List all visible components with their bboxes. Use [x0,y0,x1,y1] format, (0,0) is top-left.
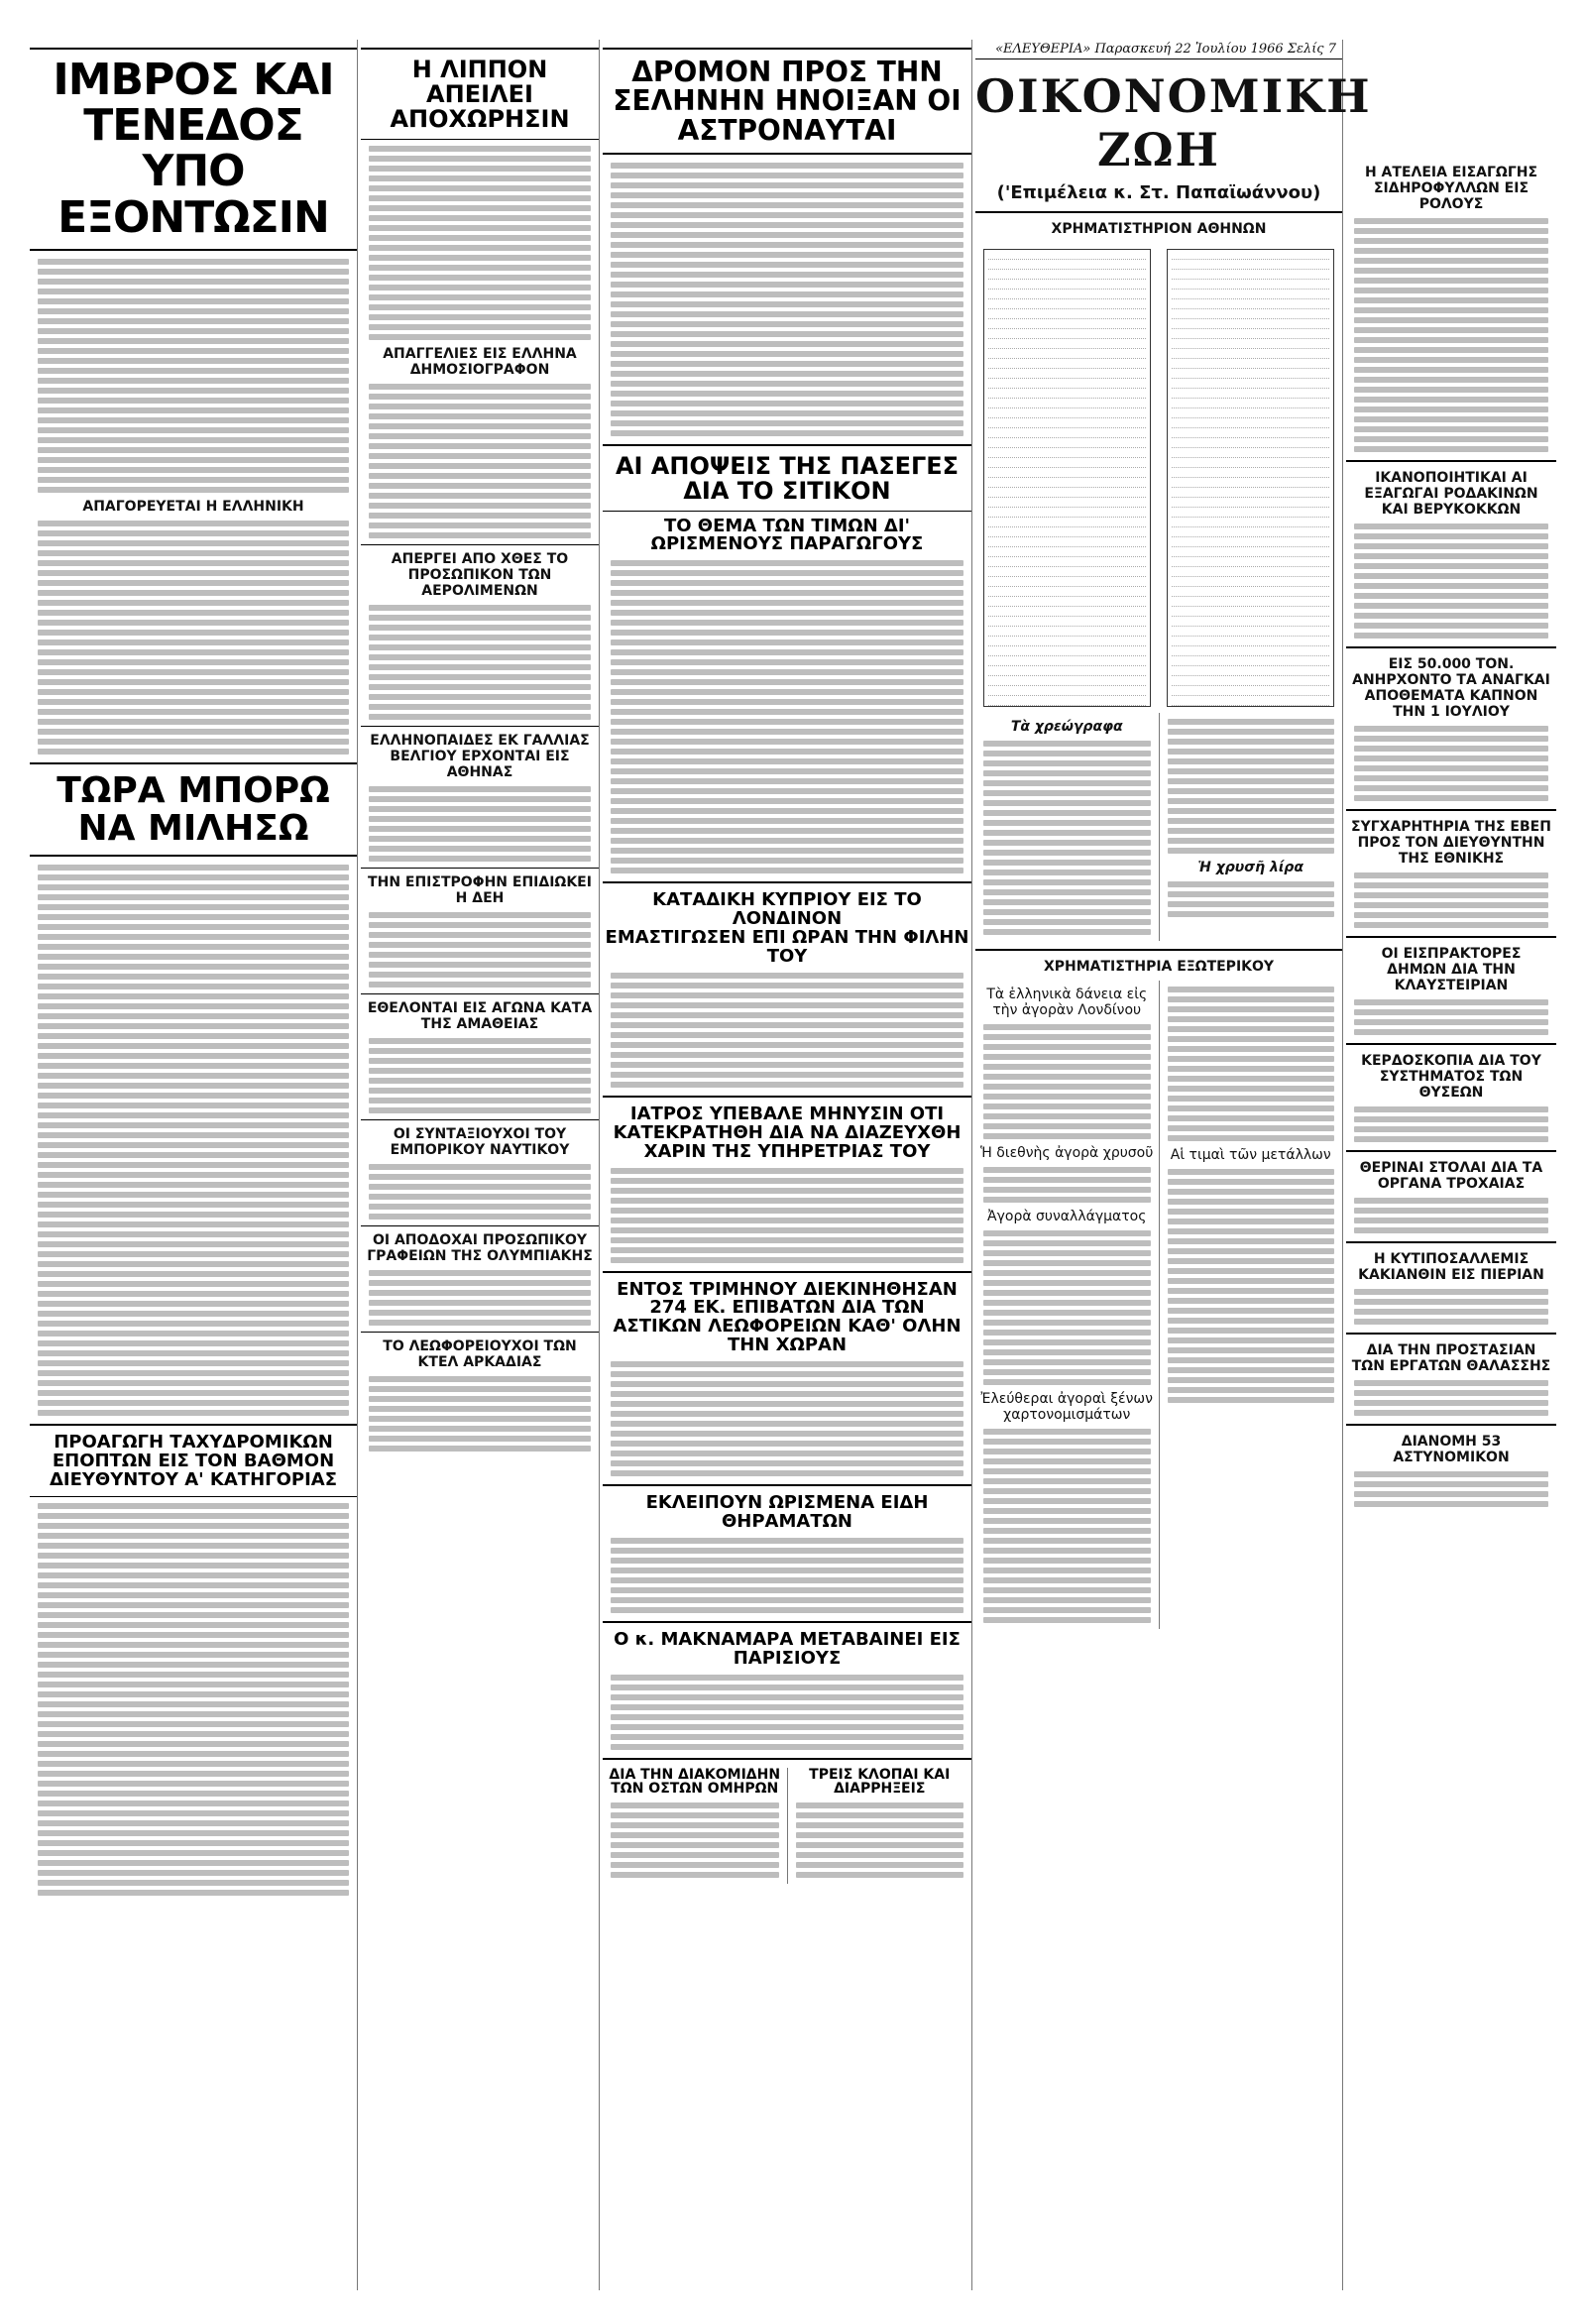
subhead: ΔΙΑ ΤΗΝ ΠΡΟΣΤΑΣΙΑΝ ΤΩΝ ΕΡΓΑΤΩΝ ΘΑΛΑΣΣΗΣ [1351,1342,1551,1374]
subhead: ΟΙ ΑΠΟΔΟΧΑΙ ΠΡΟΣΩΠΙΚΟΥ ΓΡΑΦΕΙΩΝ ΤΗΣ ΟΛΥΜΠΙΑΚΗΣ [367,1231,593,1264]
article-body [611,163,963,436]
article-body [1354,1198,1548,1233]
headline-prices: ΤΟ ΘΕΜΑ ΤΩΝ ΤΙΜΩΝ ΔΙ' ΩΡΙΣΜΕΝΟΥΣ ΠΑΡΑΓΩΓΟΥΣ [650,515,924,555]
subhead: Η ΑΤΕΛΕΙΑ ΕΙΣΑΓΩΓΗΣ ΣΙΔΗΡΟΦΥΛΛΩΝ ΕΙΣ ΡΟΛΟΥΣ [1364,165,1538,212]
subhead: Ἡ διεθνὴς ἀγορὰ χρυσοῦ [980,1145,1154,1161]
article-body [38,259,349,493]
column-4 [975,40,1372,2290]
article-body [369,1376,591,1452]
article-body [38,521,349,755]
article-body [983,1167,1151,1203]
subhead: ΑΠΕΡΓΕΙ ΑΠΟ ΧΘΕΣ ΤΟ ΠΡΟΣΩΠΙΚΟΝ ΤΩΝ ΑΕΡΟΛΙΜΕΝΩΝ [391,550,569,599]
headline-hostages: ΔΙΑ ΤΗΝ ΔΙΑΚΟΜΙΔΗΝ ΤΩΝ ΟΣΤΩΝ ΟΜΗΡΩΝ [609,1766,781,1798]
subhead: ΣΥΓΧΑΡΗΤΗΡΙΑ ΤΗΣ ΕΒΕΠ ΠΡΟΣ ΤΟΝ ΔΙΕΥΘΥΝΤΗΝ ΤΗΣ ΕΘΝΙΚΗΣ [1351,819,1551,867]
article-body [369,1270,591,1326]
subhead-greek-banned: ΑΠΑΓΟΡΕΥΕΤΑΙ Η ΕΛΛΗΝΙΚΗ [82,498,304,515]
subhead: ΚΕΡΔΟΣΚΟΠΙΑ ΔΙΑ ΤΟΥ ΣΥΣΤΗΜΑΤΟΣ ΤΩΝ ΘΥΣΕΩΝ [1361,1053,1541,1101]
newspaper-page [30,40,1556,2290]
headline-astronauts: ΔΡΟΜΟΝ ΠΡΟΣ ΤΗΝ ΣΕΛΗΝΗΝ ΗΝΟΙΞΑΝ ΟΙ ΑΣΤΡΟΝΑΥΤΑΙ [613,56,962,147]
article-body [369,1164,591,1220]
article-body [1354,218,1548,452]
article-body [611,1168,963,1263]
subhead: ΤΟ ΛΕΩΦΟΡΕΙΟΥΧΟΙ ΤΩΝ ΚΤΕΛ ΑΡΚΑΔΙΑΣ [383,1337,577,1370]
article-body [369,605,591,720]
headline-cypriot: ΚΑΤΑΔΙΚΗ ΚΥΠΡΙΟΥ ΕΙΣ ΤΟ ΛΟΝΔΙΝΟΝ [652,889,922,930]
article-body [796,1802,964,1878]
article-body [611,1538,963,1613]
subhead: Ἐλεύθεραι ἀγοραὶ ξένων χαρτονομισμάτων [980,1391,1153,1423]
subhead: ΤΗΝ ΕΠΙΣΤΡΟΦΗΝ ΕΠΙΔΙΩΚΕΙ Η ΔΕΗ [368,873,592,906]
headline-thefts: ΤΡΕΙΣ ΚΛΟΠΑΙ ΚΑΙ ΔΙΑΡΡΗΞΕΙΣ [809,1766,951,1798]
article-body [983,1230,1151,1385]
article-body [369,146,591,340]
section-title: ΟΙΚΟΝΟΜΙΚΗ ΖΩΗ [975,69,1372,176]
article-body [369,912,591,988]
article-body [38,865,349,1416]
column-3 [603,40,972,2290]
headline-imbros: ΙΜΒΡΟΣ ΚΑΙ ΤΕΝΕΔΟΣ ΥΠΟ ΕΞΟΝΤΩΣΙΝ [53,55,334,243]
article-body [611,973,963,1088]
exchange-table [983,249,1151,707]
article-body [1168,881,1335,917]
article-body [1354,726,1548,801]
headline-mcnamara: Ο κ. ΜΑΚΝΑΜΑΡΑ ΜΕΤΑΒΑΙΝΕΙ ΕΙΣ ΠΑΡΙΣΙΟΥΣ [614,1628,961,1669]
headline-game: ΕΚΛΕΙΠΟΥΝ ΩΡΙΣΜΕΝΑ ΕΙΔΗ ΘΗΡΑΜΑΤΩΝ [645,1492,929,1533]
subhead: Η ΚΥΤΙΠΟΣΑΛΛΕΜΙΣ ΚΑΚΙΑΝΘΙΝ ΕΙΣ ΠΙΕΡΙΑΝ [1358,1251,1544,1283]
foreign-exchange-title: ΧΡΗΜΑΤΙΣΤΗΡΙΑ ΕΞΩΤΕΡΙΚΟΥ [1043,959,1275,975]
subhead: ΕΙΣ 50.000 ΤΟΝ. ΑΝΗΡΧΟΝΤΟ ΤΑ ΑΝΑΓΚΑΙ ΑΠΟΘΕΜΑΤΑ ΚΑΠΝΟΝ ΤΗΝ 1 ΙΟΥΛΙΟΥ [1352,656,1550,720]
editor-credit: ('Επιμέλεια κ. Στ. Παπαϊωάννου) [996,182,1321,203]
subhead: Ἡ χρυσῆ λίρα [1197,860,1303,875]
subhead: ΔΙΑΝΟΜΗ 53 ΑΣΤΥΝΟΜΙΚΟΝ [1393,1434,1510,1465]
article-body [369,384,591,538]
article-body [983,741,1151,935]
article-body [1168,987,1335,1141]
article-body [611,560,963,873]
subhead: ΘΕΡΙΝΑΙ ΣΤΟΛΑΙ ΔΙΑ ΤΑ ΟΡΓΑΝΑ ΤΡΟΧΑΙΑΣ [1359,1160,1543,1192]
column-2 [361,40,600,2290]
headline-lippon: Η ΛΙΠΠΟΝ ΑΠΕΙΛΕΙ ΑΠΟΧΩΡΗΣΙΝ [390,56,570,134]
subhead: ΟΙ ΣΥΝΤΑΞΙΟΥΧΟΙ ΤΟΥ ΕΜΠΟΡΙΚΟΥ ΝΑΥΤΙΚΟΥ [390,1125,570,1158]
subhead: Τὰ ἑλληνικὰ δάνεια εἰς τὴν ἀγορὰν Λονδίνου [986,987,1148,1018]
article-body [369,786,591,862]
article-body [611,1675,963,1750]
subhead: Ἀγορὰ συναλλάγματος [987,1209,1147,1224]
headline-pasegses: ΑΙ ΑΠΟΨΕΙΣ ΤΗΣ ΠΑΣΕΓΕΣ ΔΙΑ ΤΟ ΣΙΤΙΚΟΝ [615,452,960,506]
headline-doctor: ΙΑΤΡΟΣ ΥΠΕΒΑΛΕ ΜΗΝΥΣΙΝ ΟΤΙ ΚΑΤΕΚΡΑΤΗΘΗ ΔΙΑ ΝΑ ΔΙΑΖΕΥΧΘΗ ΧΑΡΙΝ ΤΗΣ ΥΠΗΡΕΤΡΙΑΣ ΤΟΥ [613,1103,962,1162]
headline-whipped: ΕΜΑΣΤΙΓΩΣΕΝ ΕΠΙ ΩΡΑΝ ΤΗΝ ΦΙΛΗΝ ΤΟΥ [605,927,969,967]
subhead: ΑΠΑΓΓΕΛΙΕΣ ΕΙΣ ΕΛΛΗΝΑ ΔΗΜΟΣΙΟΓΡΑΦΟΝ [383,345,577,378]
article-body [1354,999,1548,1035]
subhead: Τὰ χρεώγραφα [1010,719,1123,735]
subhead: ΙΚΑΝΟΠΟΙΗΤΙΚΑΙ ΑΙ ΕΞΑΓΩΓΑΙ ΡΟΔΑΚΙΝΩΝ ΚΑΙ ΒΕΡΥΚΟΚΚΩΝ [1364,470,1538,518]
dateline: «ΕΛΕΥΘΕΡΙΑ» Παρασκευή 22 Ἰουλίου 1966 Σελίς 7 [975,40,1342,59]
subhead: ΟΙ ΕΙΣΠΡΑΚΤΟΡΕΣ ΔΗΜΩΝ ΔΙΑ ΤΗΝ ΚΛΑΥΣΤΕΙΡΙΑΝ [1381,946,1522,993]
article-body [983,1024,1151,1139]
headline-buses: ΕΝΤΟΣ ΤΡΙΜΗΝΟΥ ΔΙΕΚΙΝΗΘΗΣΑΝ 274 ΕΚ. ΕΠΙΒΑΤΩΝ ΔΙΑ ΤΩΝ ΑΣΤΙΚΩΝ ΛΕΩΦΟΡΕΙΩΝ ΚΑΘ' ΟΛΗΝ ΤΗΝ ΧΩΡΑΝ [613,1278,962,1356]
subhead: ΕΛΛΗΝΟΠΑΙΔΕΣ ΕΚ ΓΑΛΛΙΑΣ ΒΕΛΓΙΟΥ ΕΡΧΟΝΤΑΙ ΕΙΣ ΑΘΗΝΑΣ [370,732,590,780]
subhead: Αἱ τιμαὶ τῶν μετάλλων [1170,1147,1331,1163]
article-body [369,1038,591,1113]
article-body [983,1429,1151,1623]
article-body [1354,1289,1548,1325]
exchange-title: ΧΡΗΜΑΤΙΣΤΗΡΙΟΝ ΑΘΗΝΩΝ [1051,221,1267,237]
article-body [1354,523,1548,639]
column-5 [1346,40,1556,2290]
article-body [1354,1380,1548,1416]
headline-now-i-can-speak: ΤΩΡΑ ΜΠΟΡΩ ΝΑ ΜΙΛΗΣΩ [57,769,330,849]
article-body [611,1802,779,1878]
article-body [38,1503,349,1896]
subhead: ΕΘΕΛΟΝΤΑΙ ΕΙΣ ΑΓΩΝΑ ΚΑΤΑ ΤΗΣ ΑΜΑΘΕΙΑΣ [367,999,593,1032]
exchange-table [1167,249,1334,707]
article-body [611,1361,963,1476]
article-body [1168,1169,1335,1403]
article-body [1354,1106,1548,1142]
column-1 [30,40,358,2290]
headline-postal-promotions: ΠΡΟΑΓΩΓΗ ΤΑΧΥΔΡΟΜΙΚΩΝ ΕΠΟΠΤΩΝ ΕΙΣ ΤΟΝ ΒΑΘΜΟΝ ΔΙΕΥΘΥΝΤΟΥ Α' ΚΑΤΗΓΟΡΙΑΣ [49,1432,338,1491]
article-body [1354,1471,1548,1507]
article-body [1354,872,1548,928]
article-body [1168,719,1335,854]
